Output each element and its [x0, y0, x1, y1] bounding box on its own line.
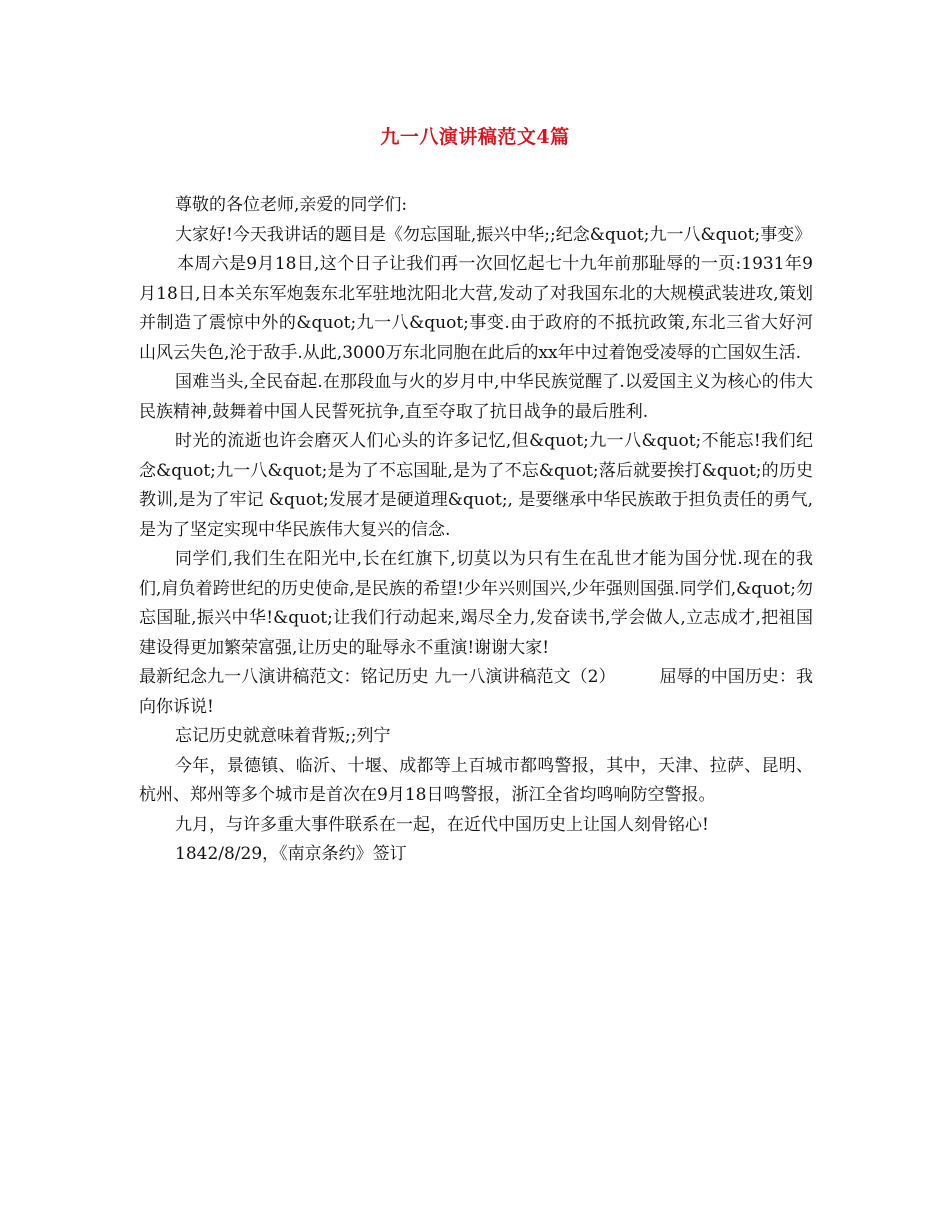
treaty-date-paragraph: 1842/8/29，《南京条约》签订	[175, 844, 407, 864]
section-heading-text: 最新纪念九一八演讲稿范文：铭记历史 九一八演讲稿范文（2）	[139, 667, 616, 687]
quote-paragraph: 忘记历史就意味着背叛;;列宁	[175, 726, 391, 746]
alarm-paragraph: 今年，景德镇、临沂、十堰、成都等上百城市都鸣警报，其中，天津、拉萨、昆明、杭州、郑州等多个城市是首次在9月18日鸣警报，浙江全省均鸣响防空警报。	[139, 755, 813, 805]
section-heading	[139, 663, 813, 722]
history-paragraph: 本周六是9月18日,这个日子让我们再一次回忆起七十九年前那耻辱的一页:1931年9月18日,日本关东军炮轰东北军驻地沈阳北大营,发动了对我国东北的大规模武装进攻,策划并制造了震惊中外的&quot;九一八&quot;事变.由于政府的不抵抗政策,东北三省大好河山风云失色,沦于敌手.从此,3000万东北同胞在此后的xx年中过着饱受凌辱的亡国奴生活.	[139, 254, 813, 363]
call-to-action-paragraph: 同学们,我们生在阳光中,长在红旗下,切莫以为只有生在乱世才能为国分忧.现在的我们,肩负着跨世纪的历史使命,是民族的希望!少年兴则国兴,少年强则国强.同学们,&quot;勿忘国耻,振兴中华!&quot;让我们行动起来,竭尽全力,发奋读书,学会做人,立志成才,把祖国建设得更加繁荣富强,让历史的耻辱永不重演!谢谢大家!	[139, 549, 813, 658]
document-body	[139, 191, 813, 870]
september-paragraph: 九月，与许多重大事件联系在一起，在近代中国历史上让国人刻骨铭心!	[175, 814, 709, 835]
greeting-paragraph: 大家好!今天我讲话的题目是《勿忘国耻,振兴中华;;纪念&quot;九一八&quot;事变》	[175, 224, 812, 245]
section-subheading-text: 屈辱的中国历史：我向你诉说!	[139, 667, 813, 717]
salutation-paragraph: 尊敬的各位老师,亲爱的同学们:	[175, 195, 408, 215]
remembrance-paragraph: 时光的流逝也许会磨灭人们心头的许多记忆,但&quot;九一八&quot;不能忘!我们纪念&quot;九一八&quot;是为了不忘国耻,是为了不忘&quot;落后就要挨打&quot;的历史教训,是为了牢记 &quot;发展才是硬道理&quot;, 是要继承中华民族敢于担负责任的勇气,是为了坚定实现中华民族伟大复兴的信念.	[139, 431, 813, 540]
national-crisis-paragraph: 国难当头,全民奋起.在那段血与火的岁月中,中华民族觉醒了.以爱国主义为核心的伟大民族精神,鼓舞着中国人民誓死抗争,直至夺取了抗日战争的最后胜利.	[139, 372, 813, 422]
document-title: 九一八演讲稿范文4篇	[380, 126, 570, 148]
